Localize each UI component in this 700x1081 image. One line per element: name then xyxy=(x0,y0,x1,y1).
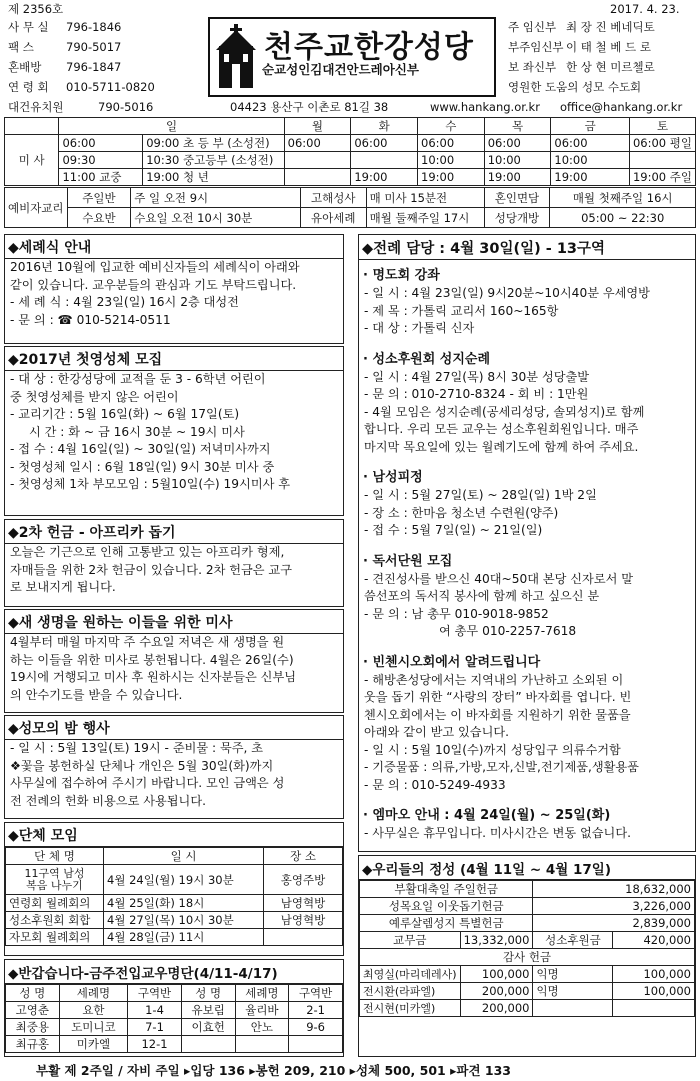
newcomer-cell: 도미니코 xyxy=(59,1019,127,1036)
thanks-cell: 200,000 xyxy=(460,983,533,1000)
notice-line: 자매들을 위한 2차 헌금이 있습니다. 2차 헌금은 교구 xyxy=(10,562,292,577)
education-cell: 매월 둘째주일 17시 xyxy=(366,208,484,228)
notice-line: - 일 시 : 4월 23일(일) 9시20분~10시40분 우세영방 xyxy=(364,286,650,300)
mass-day-sat: 토 xyxy=(629,118,695,135)
education-label: 예비자교리 xyxy=(5,188,68,228)
table-row xyxy=(360,932,695,949)
group-cell: 4월 24일(월) 19시 30분 xyxy=(104,865,264,895)
newcomer-cell: 1-4 xyxy=(128,1002,182,1019)
education-cell: 매월 첫째주일 16시 xyxy=(550,188,696,208)
mass-header-row xyxy=(5,118,696,135)
mass-cell: 09:00 초 등 부 (소성전) xyxy=(143,135,284,152)
mass-cell: 10:00 xyxy=(484,152,551,169)
notice-line: - 장 소 : 한마음 청소년 수련원(양주) xyxy=(364,505,559,520)
hymn-footer: 부활 제 2주일 / 자비 주일 ▸입당 136 ▸봉헌 209, 210 ▸성체 500, 501 ▸파견 133 xyxy=(36,1063,511,1078)
notice-line: - 사무실은 휴무입니다. 미사시간은 변동 없습니다. xyxy=(364,826,631,840)
newcomer-cell: 최중용 xyxy=(6,1019,60,1036)
mass-cell: 06:00 xyxy=(284,135,351,152)
notice-line: - 제 목 : 가톨릭 교리서 160~165항 xyxy=(364,303,559,318)
notice-line: - 문 의 : 남 총무 010-9018-9852 xyxy=(364,606,549,621)
mass-day-tue: 화 xyxy=(351,118,418,135)
offering-cell: 18,632,000 xyxy=(533,881,695,898)
table-row xyxy=(360,966,695,983)
notice-subtitle: · 엠마오 안내 : 4월 24일(월) ~ 25일(화) xyxy=(363,808,611,823)
mass-cell: 06:00 xyxy=(484,135,551,152)
thanks-cell: 200,000 xyxy=(460,1000,533,1017)
group-cell: 자모회 월례회의 xyxy=(6,929,104,946)
education-cell: 수요일 오전 10시 30분 xyxy=(131,208,301,228)
staff-assistant: 부주임신부 이 태 철 베 드 로 xyxy=(508,40,651,54)
church-name: 천주교한강성당 xyxy=(264,30,474,65)
group-meetings-table xyxy=(5,847,343,946)
notice-line: - 일 시 : 5월 13일(토) 19시 - 준비물 : 묵주, 초 xyxy=(10,741,264,755)
notice-subtitle: · 독서단원 모집 xyxy=(363,553,453,569)
notice-line: - 일 시 : 5월 10일(수)까지 성당입구 의류수거함 xyxy=(364,742,621,757)
first-communion-notice xyxy=(4,346,344,516)
table-row xyxy=(6,895,343,912)
mass-label-cell xyxy=(5,118,59,135)
group-cell: 연령회 월례회의 xyxy=(6,895,104,912)
newcomer-list xyxy=(4,959,344,1057)
notice-line: - 일 시 : 5월 27일(토) ~ 28일(일) 1박 2일 xyxy=(364,488,597,502)
contact-wedding: 혼배방 796-1847 xyxy=(8,60,122,74)
newcomer-cell: 7-1 xyxy=(128,1019,182,1036)
mass-cell xyxy=(284,152,351,169)
staff-curate: 보 좌신부 한 상 현 미르첼로 xyxy=(508,60,655,74)
notice-line: - 문 의 : 010-5249-4933 xyxy=(364,777,506,792)
mass-day-mon: 월 xyxy=(284,118,351,135)
mass-day-thu: 목 xyxy=(484,118,551,135)
table-row xyxy=(6,929,343,946)
mass-day-sun: 일 xyxy=(59,118,284,135)
group-meetings-title: ◆단체 모임 xyxy=(5,823,343,847)
offering-table xyxy=(359,880,695,1017)
notice-line: 합니다. 우리 모든 교우는 성소후원회원입니다. 매주 xyxy=(364,422,639,436)
notice-line: 아래와 같이 받고 있습니다. xyxy=(364,725,510,739)
education-cell: 혼인면담 xyxy=(484,188,550,208)
group-cell: 11구역 남성 복음 나누기 xyxy=(6,865,104,895)
offering-cell: 3,226,000 xyxy=(533,898,695,915)
offering-cell: 420,000 xyxy=(613,932,695,949)
group-cell: 4월 27일(목) 10시 30분 xyxy=(104,912,264,929)
offering-title: ◆우리들의 정성 (4월 11일 ~ 4월 17일) xyxy=(359,856,695,880)
table-row xyxy=(360,898,695,915)
mass-cell: 10:00 xyxy=(418,152,485,169)
contact-kindergarten: 대건유치원 790-5016 xyxy=(8,100,154,114)
notice-line: 2016년 10월에 입교한 예비신자들의 세례식이 아래와 xyxy=(10,260,300,274)
table-row xyxy=(6,865,343,895)
staff-list xyxy=(508,20,655,95)
newcomer-cell: 율리바 xyxy=(235,1002,289,1019)
thanks-cell: 전시현(미카엘) xyxy=(360,1000,461,1017)
education-table xyxy=(4,187,696,228)
contact-funeral: 연 령 회 010-5711-0820 xyxy=(8,80,155,94)
offering-cell: 성소후원금 xyxy=(533,932,613,949)
baptism-notice xyxy=(4,234,344,344)
thanks-cell: 익명 xyxy=(533,983,613,1000)
notice-line: 하는 이들을 위한 미사로 봉헌됩니다. 4월은 26일(수) xyxy=(10,652,294,667)
thanks-title: 감사 헌금 xyxy=(360,949,695,966)
newcomer-header: 세례명 xyxy=(235,985,289,1002)
thanks-cell: 100,000 xyxy=(613,966,695,983)
mass-cell: 19:00 xyxy=(351,169,418,186)
offering-cell: 성목요일 이웃돕기헌금 xyxy=(360,898,533,915)
mass-cell: 06:00 xyxy=(551,135,630,152)
newcomer-cell: 요한 xyxy=(59,1002,127,1019)
notice-line: 전 전례의 헌화 비용으로 사용됩니다. xyxy=(10,793,206,808)
church-address: 04423 용산구 이촌로 81길 38 xyxy=(230,100,389,114)
notice-line: - 첫영성체 1차 부모모임 : 5월10일(수) 19시미사 후 xyxy=(10,477,291,491)
notice-line: 로 보내지게 됩니다. xyxy=(10,580,116,594)
group-cell: 남영혁방 xyxy=(264,912,343,929)
group-cell xyxy=(264,929,343,946)
mass-cell: 06:00 xyxy=(59,135,143,152)
newcomer-cell: 이효헌 xyxy=(181,1019,235,1036)
group-header: 단 체 명 xyxy=(6,848,104,865)
newcomer-cell: 2-1 xyxy=(289,1002,343,1019)
table-row xyxy=(6,1002,343,1019)
staff-pastor: 주 임신부 최 장 진 베네딕토 xyxy=(508,20,655,34)
staff-convent: 영원한 도움의 성모 수도회 xyxy=(508,80,642,94)
education-row xyxy=(5,188,696,208)
notice-subtitle: · 명도회 강좌 xyxy=(363,268,440,283)
contact-office: 사 무 실 796-1846 xyxy=(8,20,122,34)
church-patron: 순교성인김대건안드레아신부 xyxy=(262,62,419,77)
church-icon xyxy=(216,24,258,90)
mass-cell: 06:00 xyxy=(351,135,418,152)
newcomer-table xyxy=(5,984,343,1053)
education-row xyxy=(5,208,696,228)
newcomer-header: 구역반 xyxy=(289,985,343,1002)
table-row xyxy=(360,881,695,898)
education-cell: 주일반 xyxy=(67,188,131,208)
thanks-cell xyxy=(533,1000,613,1017)
group-cell: 4월 28일(금) 11시 xyxy=(104,929,264,946)
thanks-cell: 100,000 xyxy=(613,983,695,1000)
mass-cell: 06:00 xyxy=(418,135,485,152)
mass-row-label: 미 사 xyxy=(5,135,59,186)
offering-cell: 13,332,000 xyxy=(460,932,533,949)
notice-line: - 견진성사를 받으신 40대~50대 본당 신자로서 말 xyxy=(364,571,634,586)
second-collection-title: ◆2차 헌금 - 아프리카 돕기 xyxy=(5,520,343,544)
group-header: 장 소 xyxy=(264,848,343,865)
offering-cell: 교무금 xyxy=(360,932,461,949)
mass-cell: 19:00 xyxy=(551,169,630,186)
mass-cell xyxy=(629,152,695,169)
education-cell: 성당개방 xyxy=(484,208,550,228)
notice-line: - 기증물품 : 의류,가방,모자,신발,전기제품,생활용품 xyxy=(364,760,639,774)
table-row xyxy=(360,949,695,966)
baptism-title: ◆세례식 안내 xyxy=(5,235,343,259)
contact-fax: 팩 스 790-5017 xyxy=(8,40,122,54)
mass-cell: 19:00 xyxy=(484,169,551,186)
group-cell: 성소후원회 회합 xyxy=(6,912,104,929)
group-meetings xyxy=(4,822,344,956)
notice-line: - 문 의 : ☎ 010-5214-0511 xyxy=(10,312,171,327)
newcomer-cell: 최규홍 xyxy=(6,1036,60,1053)
group-header: 일 시 xyxy=(104,848,264,865)
newcomer-header: 성 명 xyxy=(6,985,60,1002)
newcomer-cell: 고영춘 xyxy=(6,1002,60,1019)
newcomer-cell: 유보림 xyxy=(181,1002,235,1019)
notice-line: ❖꽃을 봉헌하실 단체나 개인은 5월 30일(화)까지 xyxy=(10,758,274,773)
mass-cell: 09:30 xyxy=(59,152,143,169)
notice-line: - 해방촌성당에서는 지역내의 가난하고 소외된 이 xyxy=(364,672,624,687)
mass-cell xyxy=(284,169,351,186)
offering-report xyxy=(358,855,696,1057)
mass-day-fri: 금 xyxy=(551,118,630,135)
table-row xyxy=(6,1019,343,1036)
mass-cell: 19:00 xyxy=(418,169,485,186)
mass-cell: 19:00 청 년 xyxy=(143,169,284,186)
education-cell: 주 일 오전 9시 xyxy=(131,188,301,208)
mass-row xyxy=(5,169,696,186)
group-cell: 4월 25일(화) 18시 xyxy=(104,895,264,912)
thanks-cell: 최영실(마리데레사) xyxy=(360,966,461,983)
table-row xyxy=(360,1000,695,1017)
notice-line: - 접 수 : 4월 16일(일) ~ 30일(일) 저녁미사까지 xyxy=(10,442,271,456)
education-cell: 05:00 ~ 22:30 xyxy=(550,208,696,228)
mass-cell xyxy=(351,152,418,169)
newcomer-cell: 12-1 xyxy=(128,1036,182,1053)
offering-cell: 2,839,000 xyxy=(533,915,695,932)
notice-line: - 첫영성체 일시 : 6월 18일(일) 9시 30분 미사 중 xyxy=(10,459,275,474)
group-header-row xyxy=(6,848,343,865)
education-cell: 유아세례 xyxy=(300,208,366,228)
thanks-cell: 익명 xyxy=(533,966,613,983)
notice-line: 마지막 목요일에 있는 월례기도에 함께 하여 주세요. xyxy=(364,439,639,454)
offering-cell: 예루살렘성지 특별헌금 xyxy=(360,915,533,932)
newcomer-cell xyxy=(289,1036,343,1053)
notice-line: 웃을 돕기 위한 “사랑의 장터” 바자회를 엽니다. 빈 xyxy=(364,690,632,704)
newcomer-cell xyxy=(235,1036,289,1053)
mass-cell: 11:00 교중 xyxy=(59,169,143,186)
group-cell: 남영혁방 xyxy=(264,895,343,912)
education-cell: 매 미사 15분전 xyxy=(366,188,484,208)
notice-line: - 일 시 : 4월 27일(목) 8시 30분 성당출발 xyxy=(364,369,590,384)
notice-line: - 대 상 : 가톨릭 신자 xyxy=(364,321,475,335)
notice-line: 첸시오회에서는 이 바자회를 지원하기 위한 물품을 xyxy=(364,707,631,722)
newcomer-header: 세례명 xyxy=(59,985,127,1002)
notice-line: 19시에 거행되고 미사 후 원하시는 신자분들은 신부님 xyxy=(10,670,296,684)
notice-subtitle: · 남성피정 xyxy=(363,470,423,485)
contact-list xyxy=(8,20,155,115)
notice-line: - 대 상 : 한강성당에 교적을 둔 3 - 6학년 어린이 xyxy=(10,372,266,386)
mary-night-title: ◆성모의 밤 행사 xyxy=(5,716,343,740)
thanks-cell xyxy=(613,1000,695,1017)
table-row xyxy=(6,1036,343,1053)
mass-cell: 06:00 평일 xyxy=(629,135,695,152)
first-communion-title: ◆2017년 첫영성체 모집 xyxy=(5,347,343,371)
notice-line: - 문 의 : 010-2710-8324 - 회 비 : 1만원 xyxy=(364,387,589,401)
liturgy-title: ◆전례 담당 : 4월 30일(일) - 13구역 xyxy=(359,235,695,260)
notice-line: 여 총무 010-2257-7618 xyxy=(439,624,577,638)
church-website[interactable]: www.hankang.or.kr xyxy=(430,100,540,114)
new-life-mass-title: ◆새 생명을 원하는 이들을 위한 미사 xyxy=(5,610,343,634)
mass-cell: 10:00 xyxy=(551,152,630,169)
new-life-mass-notice xyxy=(4,609,344,713)
mass-row xyxy=(5,152,696,169)
notice-subtitle: · 빈첸시오회에서 알려드립니다 xyxy=(363,654,541,670)
mass-cell: 10:30 중고등부 (소성전) xyxy=(143,152,284,169)
newcomer-title: ◆반갑습니다-금주전입교우명단(4/11-4/17) xyxy=(5,960,343,984)
notice-line: 의 안수기도를 받을 수 있습니다. xyxy=(10,687,183,702)
notice-line: 오늘은 기근으로 인해 고통받고 있는 아프리카 형제, xyxy=(10,545,285,559)
newcomer-cell: 안노 xyxy=(235,1019,289,1036)
notice-line: 시 간 : 화 ~ 금 16시 30분 ~ 19시 미사 xyxy=(29,424,245,439)
mary-night-notice xyxy=(4,715,344,819)
thanks-cell: 100,000 xyxy=(460,966,533,983)
group-cell: 홍영주방 xyxy=(264,865,343,895)
education-cell: 고해성사 xyxy=(300,188,366,208)
offering-cell: 부활대축일 주일헌금 xyxy=(360,881,533,898)
issue-date: 2017. 4. 23. xyxy=(610,2,680,16)
education-cell: 수요반 xyxy=(67,208,131,228)
thanks-cell: 전시환(라파엘) xyxy=(360,983,461,1000)
newcomer-header: 성 명 xyxy=(181,985,235,1002)
liturgy-notices xyxy=(358,234,696,852)
mass-cell: 19:00 주일 xyxy=(629,169,695,186)
notice-subtitle: · 성소후원회 성지순례 xyxy=(363,351,491,367)
issue-number: 제 2356호 xyxy=(8,2,64,16)
mass-schedule-table xyxy=(4,117,696,186)
table-row xyxy=(6,912,343,929)
notice-line: 씀선포의 독서직 봉사에 함께 하고 싶으신 분 xyxy=(364,589,600,603)
second-collection-notice xyxy=(4,519,344,607)
mass-day-wed: 수 xyxy=(418,118,485,135)
notice-line: 중 첫영성체를 받지 않은 어린이 xyxy=(10,389,179,404)
newcomer-cell: 미카엘 xyxy=(59,1036,127,1053)
table-row xyxy=(360,915,695,932)
newcomer-cell: 9-6 xyxy=(289,1019,343,1036)
mass-row xyxy=(5,135,696,152)
notice-line: 사무실에 접수하여 주시기 바랍니다. 모인 금액은 성 xyxy=(10,776,285,790)
notice-line: - 세 례 식 : 4월 23일(일) 16시 2층 대성전 xyxy=(10,295,239,309)
notice-line: - 접 수 : 5월 7일(일) ~ 21일(일) xyxy=(364,523,543,537)
newcomer-cell xyxy=(181,1036,235,1053)
newcomer-header-row xyxy=(6,985,343,1002)
notice-line: 4월부터 매월 마지막 주 수요일 저녁은 새 생명을 원 xyxy=(10,635,285,649)
church-email[interactable]: office@hankang.or.kr xyxy=(560,100,683,114)
table-row xyxy=(360,983,695,1000)
notice-line: - 4월 모임은 성지순례(공세리성당, 솔뫼성지)로 함께 xyxy=(364,404,645,419)
notice-line: - 교리기간 : 5월 16일(화) ~ 6월 17일(토) xyxy=(10,407,240,421)
newcomer-header: 구역반 xyxy=(128,985,182,1002)
notice-line: 같이 있습니다. 교우분들의 관심과 기도 부탁드립니다. xyxy=(10,277,297,292)
